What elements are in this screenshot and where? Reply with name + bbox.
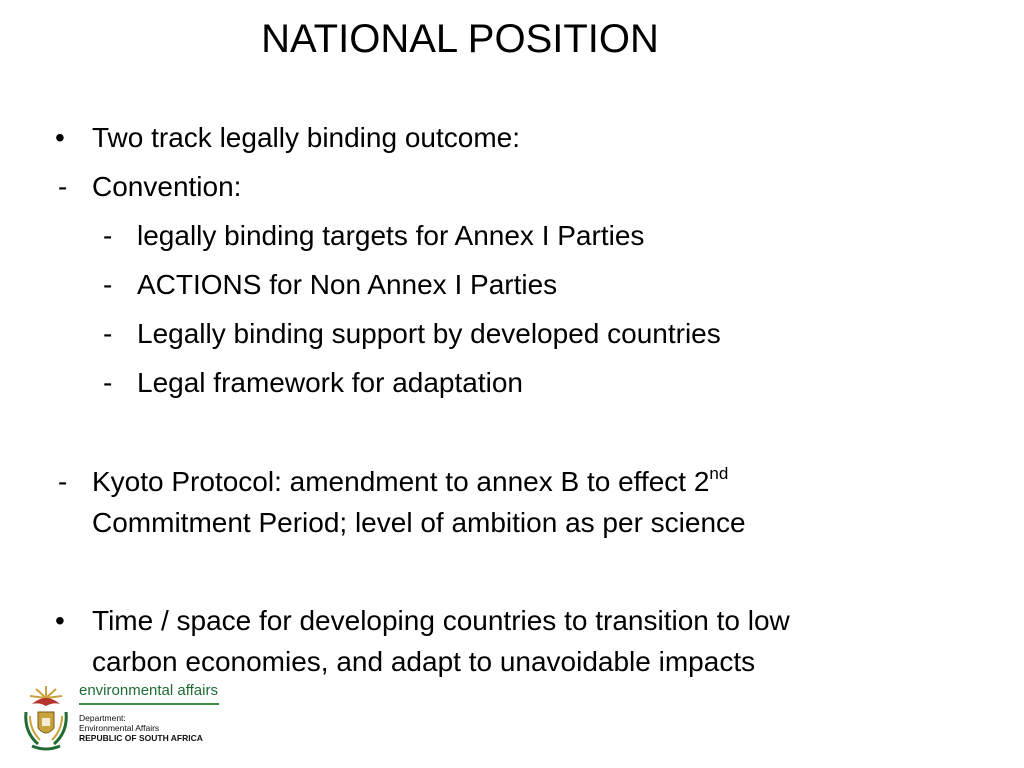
dash-marker: - [103,367,113,398]
dash-marker: - [103,220,113,251]
logo-dept-line: Environmental Affairs [79,723,160,733]
list-item-text [92,462,728,502]
logo-dept-line: Department: [79,713,126,723]
logo-divider [79,703,219,705]
list-item-text: Convention: [92,171,242,202]
list-item-text: Two track legally binding outcome: [92,122,520,153]
slide-title: NATIONAL POSITION [261,17,659,61]
logo-wordmark: environmental affairs [79,682,218,699]
ordinal-superscript: nd [709,464,729,483]
list-item-text: Legally binding support by developed countries [137,318,721,349]
list-item-text: ACTIONS for Non Annex I Parties [137,269,558,300]
coat-of-arms-icon [18,682,74,754]
logo-country-line: REPUBLIC OF SOUTH AFRICA [79,733,203,743]
dash-marker: - [103,269,113,300]
department-logo [14,680,226,756]
list-item-text-continuation: carbon economies, and adapt to unavoidable impacts [92,646,756,677]
list-item-text-continuation: Commitment Period; level of ambition as per science [92,507,746,538]
list-item-text: Time / space for developing countries to transition to low [92,605,790,636]
bullet-marker: • [55,122,65,153]
dash-marker: - [58,466,68,497]
list-item-text: Legal framework for adaptation [137,367,523,398]
list-item-text: legally binding targets for Annex I Parties [137,220,645,251]
bullet-marker: • [55,605,65,636]
dash-marker: - [103,318,113,349]
dash-marker: - [58,171,68,202]
list-item-text-part: Kyoto Protocol: amendment to annex B to effect 2 [92,466,710,497]
